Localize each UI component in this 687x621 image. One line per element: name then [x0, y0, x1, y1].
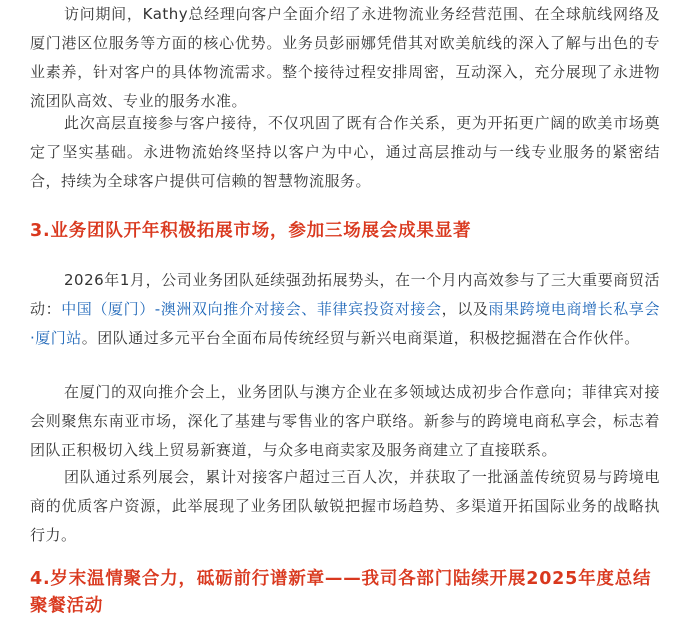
paragraph-exhibitions-details: 在厦门的双向推介会上，业务团队与澳方企业在多领域达成初步合作意向；菲律宾对接会则聚焦东南亚市场，深化了基建与零售业的客户联络。新参与的跨境电商私享会，标志着团队正积极切入线上贸易新赛道，与众多电商卖家及服务商建立了直接联系。 [30, 383, 660, 459]
paragraph-exhibitions-intro [30, 266, 660, 353]
section-heading-3: 3.业务团队开年积极拓展市场，参加三场展会成果显著 [30, 221, 472, 241]
paragraph-visit-significance: 此次高层直接参与客户接待，不仅巩固了既有合作关系，更为开拓更广阔的欧美市场奠定了坚实基础。永进物流始终坚持以客户为中心，通过高层推动与一线专业服务的紧密结合，持续为全球客户提供可信赖的智慧物流服务。 [30, 114, 660, 190]
section-heading-4: 4.岁末温情聚合力，砥砺前行谱新章——我司各部门陆续开展2025年度总结聚餐活动 [30, 569, 652, 616]
paragraph-exhibitions-results: 团队通过系列展会，累计对接客户超过三百人次，并获取了一批涵盖传统贸易与跨境电商的优质客户资源，此举展现了业务团队敏锐把握市场趋势、多渠道开拓国际业务的战略执行力。 [30, 468, 660, 544]
event-separator-2: ，以及 [441, 300, 489, 318]
paragraph-visit-summary: 访问期间，Kathy总经理向客户全面介绍了永进物流业务经营范围、在全球航线网络及厦门港区位服务等方面的核心优势。业务员彭丽娜凭借其对欧美航线的深入了解与出色的专业素养，针对客户的具体物流需求。整个接待过程安排周密，互动深入，充分展现了永进物流团队高效、专业的服务水准。 [30, 5, 660, 110]
exhibitions-lead-text: 2026年1月，公司业务团队延续强劲拓展势头，在一个月内高效参与了三大重要商贸活动： [30, 271, 660, 318]
event-link-yuguo[interactable]: 雨果跨境电商增长私享会·厦门站 [30, 300, 660, 347]
exhibitions-tail-text: 。团队通过多元平台全面布局传统经贸与新兴电商渠道，积极挖掘潜在合作伙伴。 [81, 329, 640, 347]
event-link-philippines[interactable]: 菲律宾投资对接会 [316, 300, 442, 318]
event-link-australia[interactable]: 中国（厦门）-澳洲双向推介对接会 [61, 300, 302, 318]
event-separator-1: 、 [301, 300, 317, 318]
